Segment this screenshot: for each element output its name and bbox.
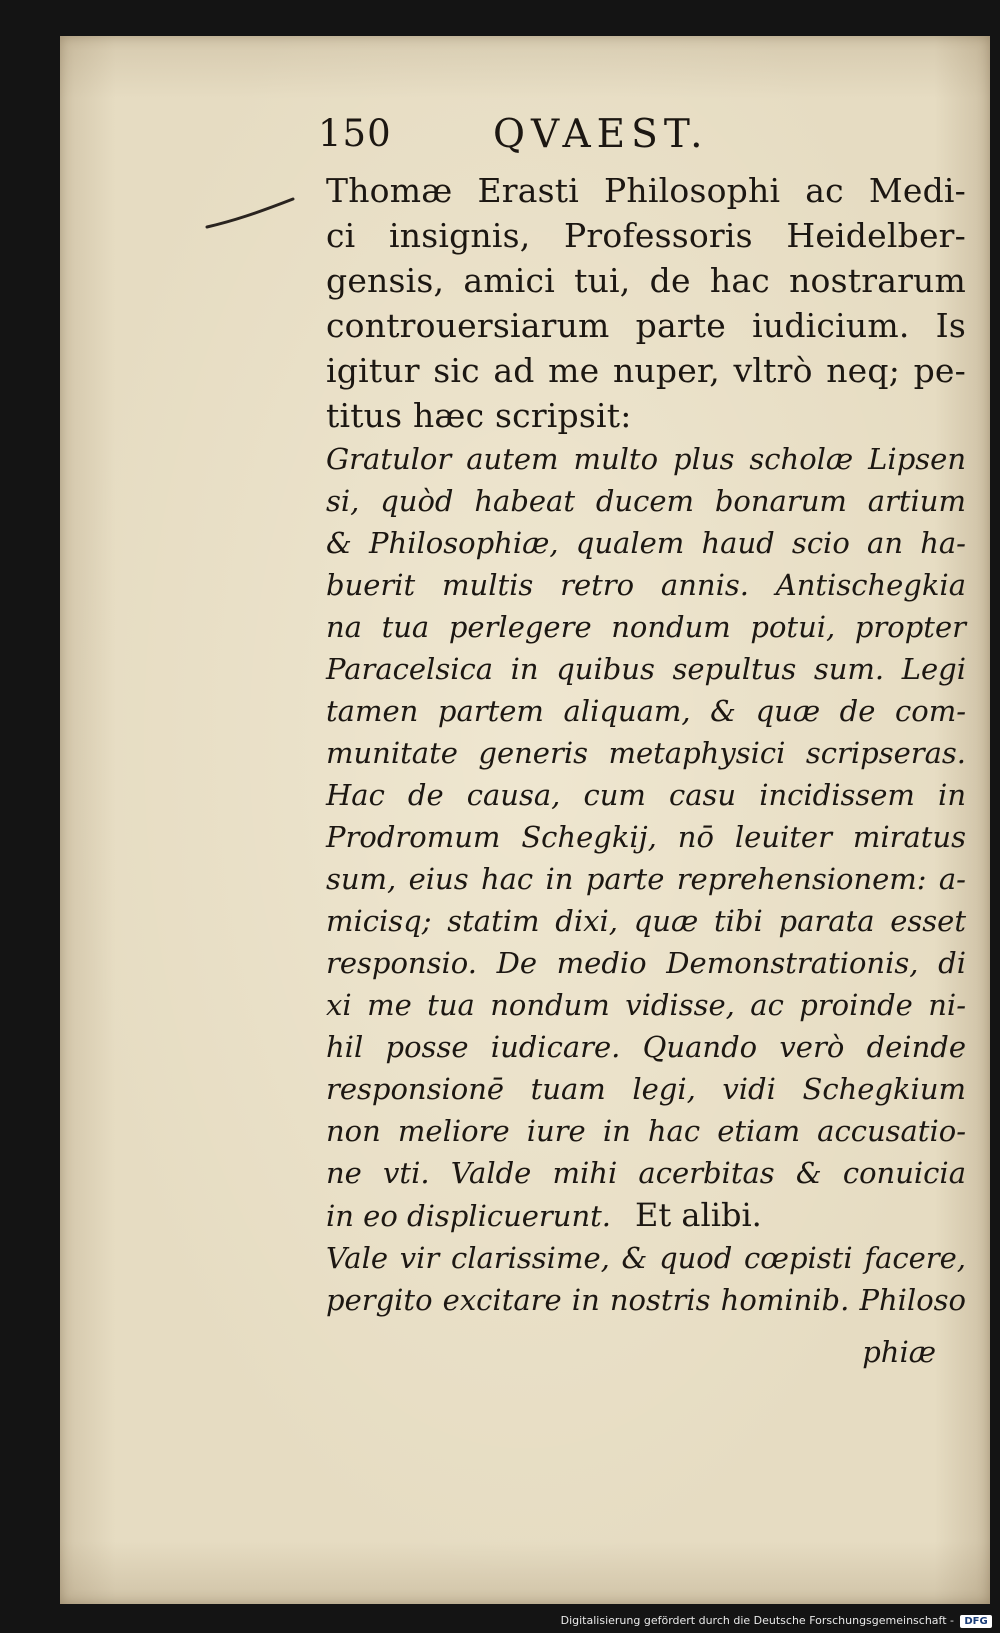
quoted-line: responsionē tuam legi, vidi Schegkium	[326, 1072, 966, 1106]
quoted-line: hil posse iudicare. Quando verò deinde	[326, 1030, 966, 1064]
dfg-logo: DFG	[960, 1615, 992, 1628]
et-alibi: Et alibi.	[635, 1196, 762, 1234]
quoted-line: tamen partem aliquam, & quæ de com-	[326, 694, 966, 728]
quoted-line: responsio. De medio Demonstrationis, di	[326, 946, 966, 980]
quoted-line: buerit multis retro annis. Antischegkia	[326, 568, 966, 602]
quoted-line: munitate generis metaphysici scripseras.	[326, 736, 966, 770]
catchword: phiæ	[862, 1335, 936, 1369]
quoted-line: Gratulor autem multo plus scholæ Lipsen	[326, 442, 966, 476]
quoted-line: na tua perlegere nondum potui, propter	[326, 610, 966, 644]
text-line: Thomæ Erasti Philosophi ac Medi-	[326, 171, 966, 210]
quoted-line-end: in eo displicuerunt.	[326, 1199, 612, 1233]
text-line: ci insignis, Professoris Heidelber-	[326, 216, 966, 255]
quoted-line-with-aside	[326, 1194, 966, 1237]
quoted-line: micisq; statim dixi, quæ tibi parata esset	[326, 904, 966, 938]
body-text	[326, 168, 966, 1373]
funding-credit: Digitalisierung gefördert durch die Deutsche Forschungsgemeinschaft -	[560, 1614, 954, 1627]
quoted-line: ne vti. Valde mihi acerbitas & conuicia	[326, 1156, 966, 1190]
quoted-line: sum, eius hac in parte reprehensionem: a-	[326, 862, 966, 896]
quoted-line: Hac de causa, cum casu incidissem in	[326, 778, 966, 812]
page-number: 150	[318, 112, 392, 155]
text-line: titus hæc scripsit:	[326, 396, 632, 435]
quoted-line: Prodromum Schegkij, nō leuiter miratus	[326, 820, 966, 854]
text-line: controuersiarum parte iudicium. Is	[326, 306, 966, 345]
footer-bar	[0, 1612, 1000, 1633]
quoted-line: xi me tua nondum vidisse, ac proinde ni-	[326, 988, 966, 1022]
quoted-line: & Philosophiæ, qualem haud scio an ha-	[326, 526, 966, 560]
text-line: igitur sic ad me nuper, vltrò neq; pe-	[326, 351, 966, 390]
running-head: QVAEST.	[493, 112, 709, 157]
closing-line: pergito excitare in nostris hominib. Philoso	[326, 1283, 966, 1317]
marginal-ink-stroke	[205, 193, 297, 235]
closing-line: Vale vir clarissime, & quod cœpisti facere,	[326, 1241, 966, 1275]
text-line: gensis, amici tui, de hac nostrarum	[326, 261, 966, 300]
quoted-line: Paracelsica in quibus sepultus sum. Legi	[326, 652, 966, 686]
quoted-line: si, quòd habeat ducem bonarum artium	[326, 484, 966, 518]
quoted-line: non meliore iure in hac etiam accusatio-	[326, 1114, 966, 1148]
page-header	[318, 112, 818, 160]
